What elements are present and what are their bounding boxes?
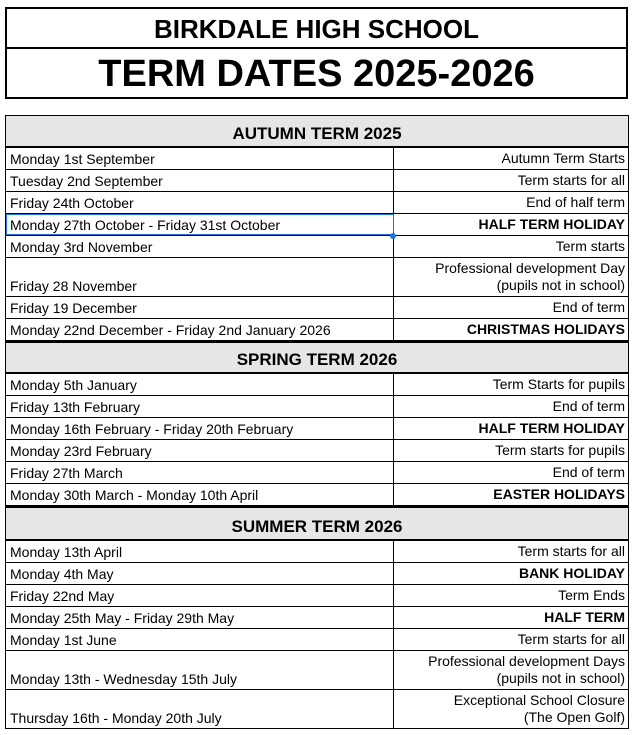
date-cell[interactable]: Monday 1st June (6, 629, 394, 650)
event-text: Term starts (555, 238, 625, 254)
table-row (6, 236, 628, 258)
fill-handle[interactable] (390, 233, 396, 239)
table-row (6, 258, 628, 297)
date-cell[interactable]: Friday 19 December (6, 297, 394, 318)
event-text: (pupils not in school) (496, 670, 625, 686)
table-row (6, 462, 628, 484)
date-cell[interactable]: Thursday 16th - Monday 20th July (6, 690, 394, 728)
event-text: (The Open Golf) (523, 709, 625, 725)
event-text: BANK HOLIDAY (518, 565, 625, 581)
event-text: End of term (552, 299, 625, 315)
date-cell[interactable]: Monday 27th October - Friday 31st October (6, 214, 394, 235)
date-cell[interactable]: Monday 30th March - Monday 10th April (6, 484, 394, 505)
table-row (6, 192, 628, 214)
table-row (6, 297, 628, 319)
date-cell[interactable]: Tuesday 2nd September (6, 170, 394, 191)
event-cell[interactable] (394, 651, 628, 689)
date-cell[interactable]: Monday 22nd December - Friday 2nd January 2026 (6, 319, 394, 340)
event-text: HALF TERM HOLIDAY (478, 216, 625, 232)
event-cell[interactable] (394, 192, 628, 213)
date-cell[interactable]: Monday 23rd February (6, 440, 394, 461)
date-cell[interactable]: Friday 24th October (6, 192, 394, 213)
event-text: Term starts for all (517, 172, 625, 188)
event-text: End of term (552, 464, 625, 480)
event-text: EASTER HOLIDAYS (493, 486, 625, 502)
event-cell[interactable] (394, 607, 628, 628)
date-cell[interactable]: Monday 3rd November (6, 236, 394, 257)
school-name: BIRKDALE HIGH SCHOOL (5, 7, 628, 49)
event-text: HALF TERM (544, 609, 625, 625)
date-cell[interactable]: Monday 5th January (6, 374, 394, 395)
event-text: Term starts for pupils (495, 442, 625, 458)
date-cell[interactable]: Monday 4th May (6, 563, 394, 584)
event-cell[interactable] (394, 484, 628, 505)
event-cell[interactable] (394, 374, 628, 395)
section-header: SUMMER TERM 2026 (6, 506, 628, 541)
table-row (6, 484, 628, 506)
event-text: Term starts for all (517, 631, 625, 647)
date-cell[interactable]: Friday 28 November (6, 258, 394, 296)
date-cell[interactable]: Monday 13th - Wednesday 15th July (6, 651, 394, 689)
event-text: End of term (552, 398, 625, 414)
event-cell[interactable] (394, 440, 628, 461)
event-text: Term Ends (558, 587, 625, 603)
section-header: SPRING TERM 2026 (6, 341, 628, 374)
event-cell[interactable] (394, 690, 628, 728)
table-row (6, 585, 628, 607)
date-cell[interactable]: Monday 16th February - Friday 20th February (6, 418, 394, 439)
date-cell[interactable]: Monday 13th April (6, 541, 394, 562)
event-text: End of half term (526, 194, 625, 210)
event-text: (pupils not in school) (496, 277, 625, 293)
event-cell[interactable] (394, 585, 628, 606)
table-row (6, 440, 628, 462)
event-text: Term Starts for pupils (492, 376, 625, 392)
event-text: Autumn Term Starts (501, 150, 625, 166)
event-cell[interactable] (394, 258, 628, 296)
table-row (6, 418, 628, 440)
date-cell[interactable]: Friday 13th February (6, 396, 394, 417)
table-row (6, 374, 628, 396)
event-text: HALF TERM HOLIDAY (478, 420, 625, 436)
table-row (6, 607, 628, 629)
date-cell[interactable]: Friday 22nd May (6, 585, 394, 606)
table-row (6, 563, 628, 585)
date-cell[interactable]: Monday 1st September (6, 148, 394, 169)
table-row (6, 629, 628, 651)
date-cell[interactable]: Friday 27th March (6, 462, 394, 483)
event-cell[interactable] (394, 148, 628, 169)
date-cell[interactable]: Monday 25th May - Friday 29th May (6, 607, 394, 628)
event-text: Professional development Day (435, 260, 625, 276)
term-dates-table (5, 115, 629, 729)
event-text: Professional development Days (428, 653, 625, 669)
table-row (6, 651, 628, 690)
section-header: AUTUMN TERM 2025 (6, 116, 628, 148)
table-row (6, 541, 628, 563)
page-title: TERM DATES 2025-2026 (5, 47, 628, 99)
event-cell[interactable] (394, 214, 628, 235)
event-text: CHRISTMAS HOLIDAYS (466, 321, 625, 337)
table-row (6, 396, 628, 418)
event-cell[interactable] (394, 297, 628, 318)
event-cell[interactable] (394, 563, 628, 584)
event-cell[interactable] (394, 396, 628, 417)
event-text: Exceptional School Closure (453, 692, 625, 708)
table-row (6, 319, 628, 341)
event-cell[interactable] (394, 462, 628, 483)
table-row (6, 170, 628, 192)
event-cell[interactable] (394, 629, 628, 650)
table-row (6, 690, 628, 729)
table-row (6, 214, 628, 236)
event-cell[interactable] (394, 170, 628, 191)
event-cell[interactable] (394, 418, 628, 439)
event-text: Term starts for all (517, 543, 625, 559)
event-cell[interactable] (394, 541, 628, 562)
event-cell[interactable] (394, 319, 628, 340)
event-cell[interactable] (394, 236, 628, 257)
table-row (6, 148, 628, 170)
